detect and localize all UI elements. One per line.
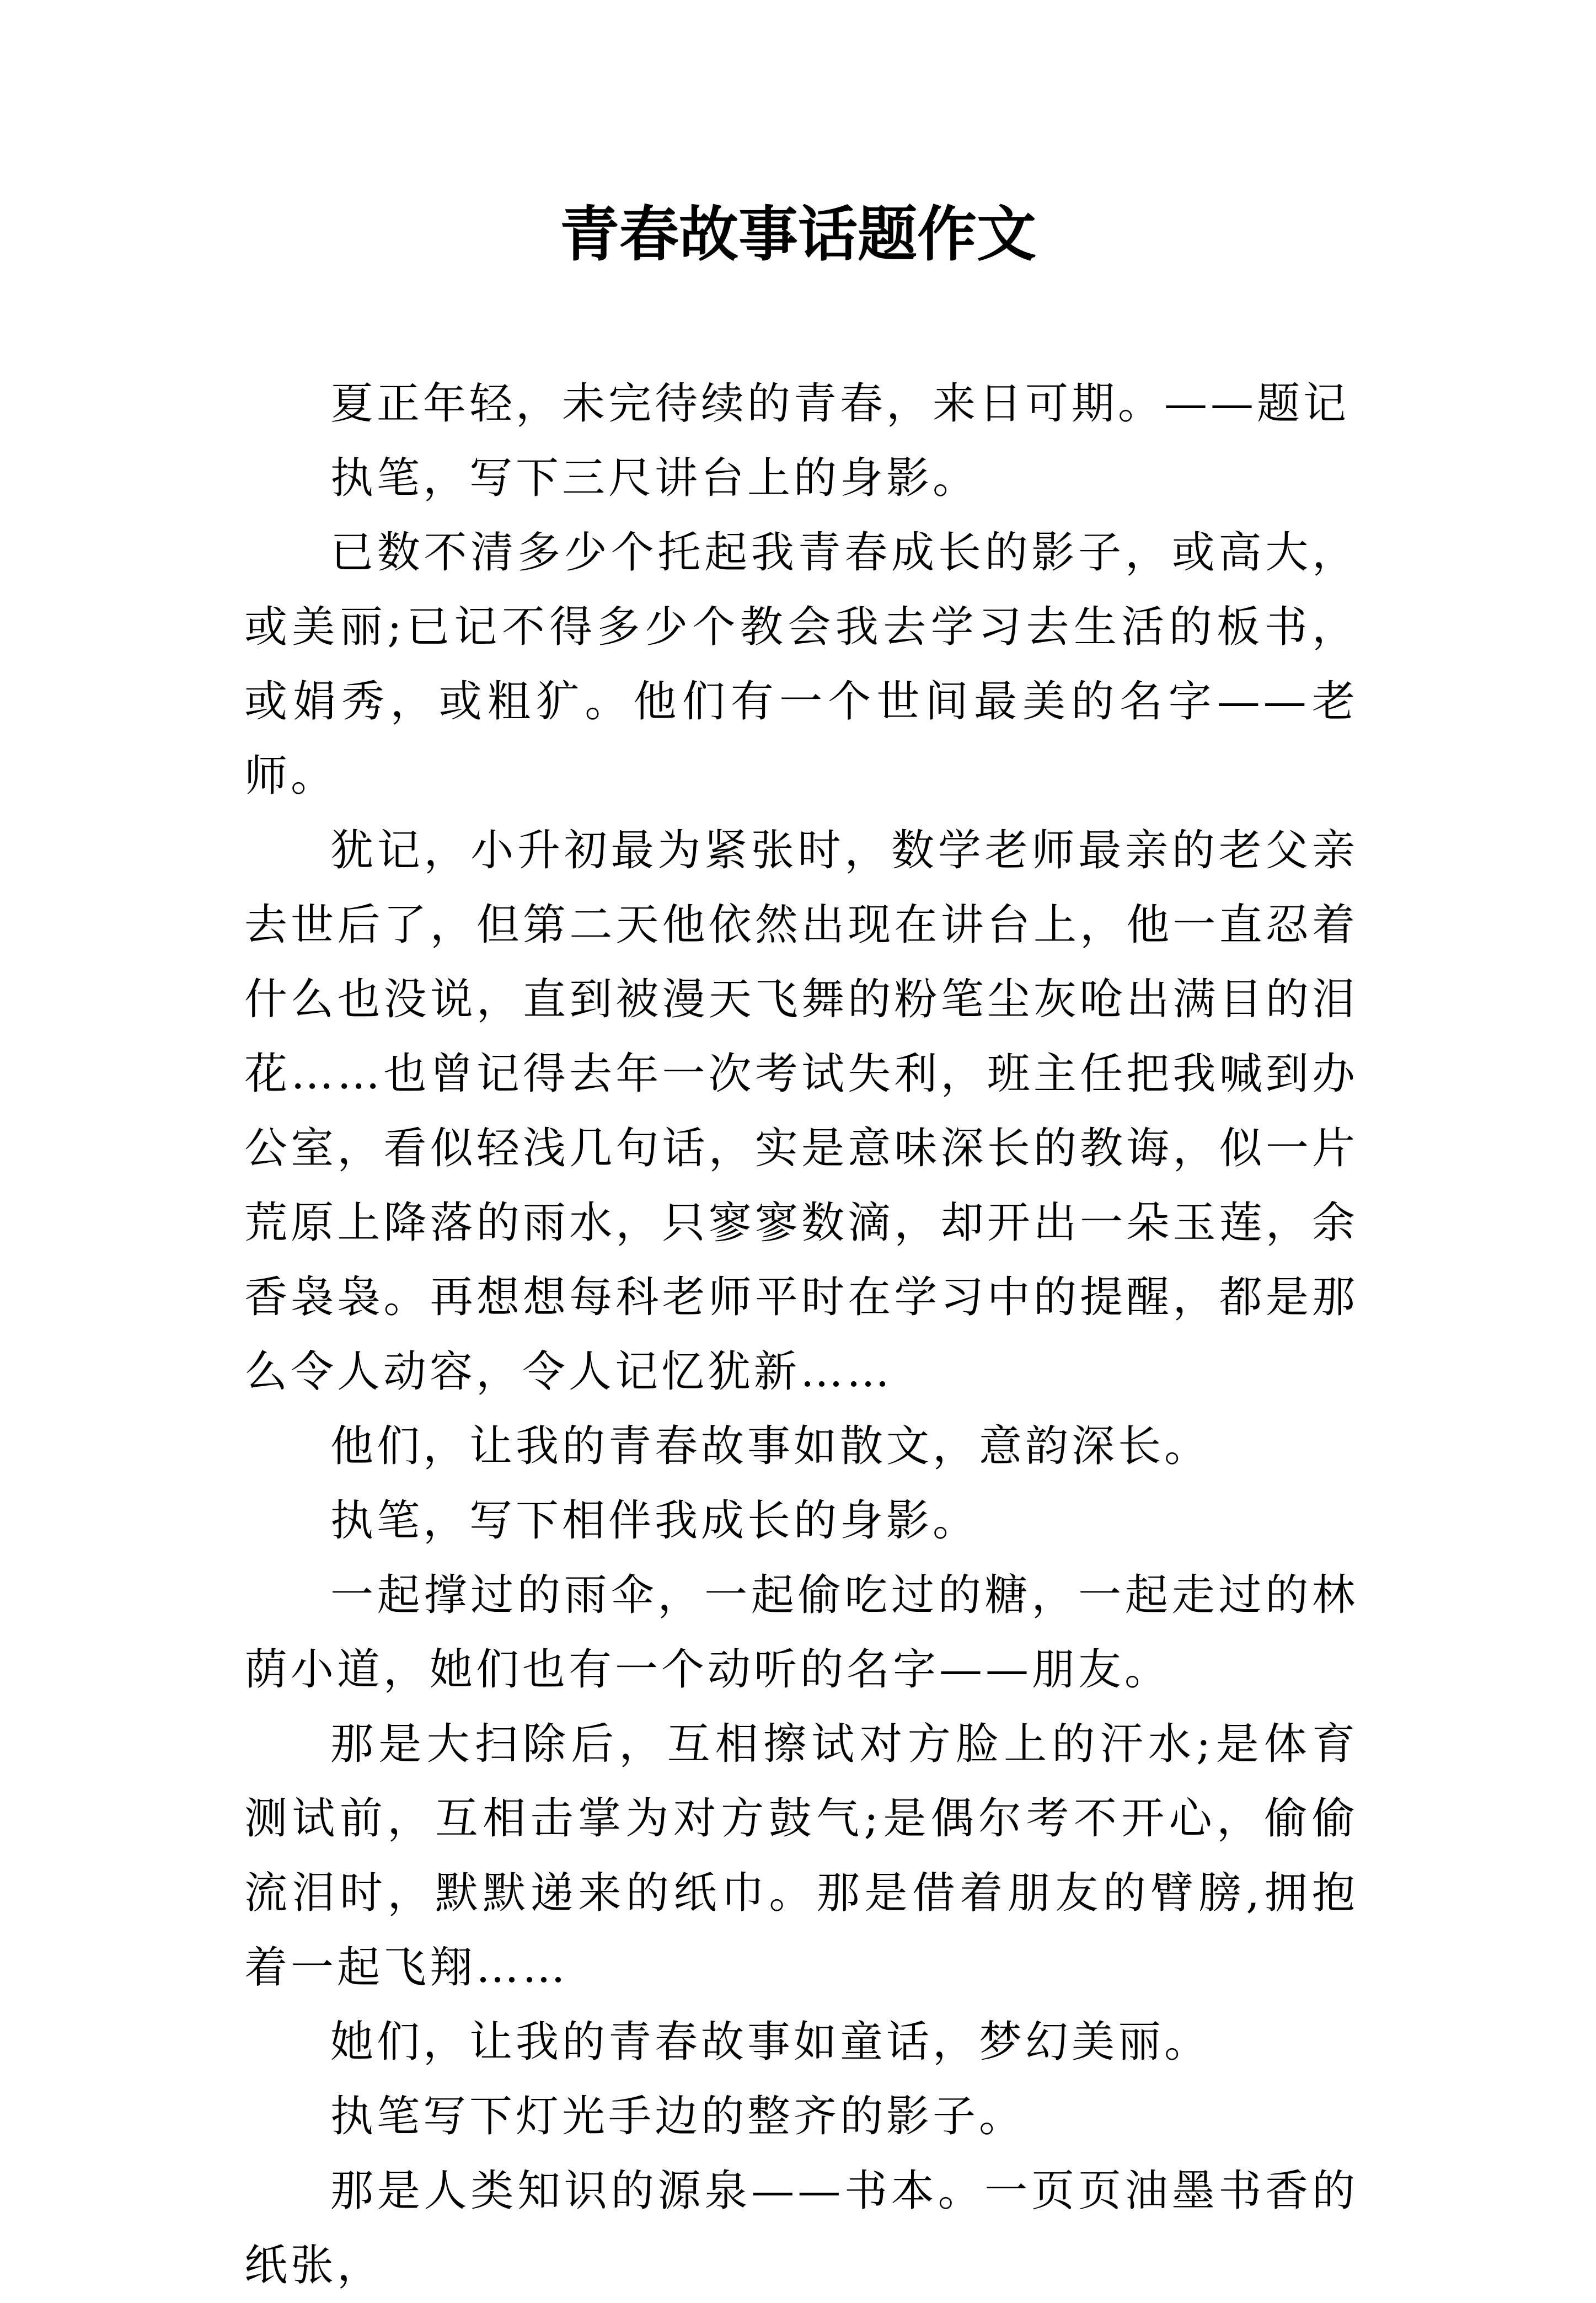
paragraph: 那是人类知识的源泉——书本。一页页油墨书香的纸张， bbox=[244, 2166, 1358, 2290]
document-body bbox=[244, 367, 1358, 2303]
paragraph-epigraph: 夏正年轻，未完待续的青春，来日可期。——题记 bbox=[330, 379, 1350, 429]
paragraph: 执笔，写下三尺讲台上的身影。 bbox=[330, 453, 979, 503]
paragraph: 已数不清多少个托起我青春成长的影子，或高大，或美丽;已记不得多少个教会我去学习去生活的板书，或娟秀，或粗犷。他们有一个世间最美的名字——老师。 bbox=[244, 528, 1358, 801]
paragraph: 执笔写下灯光手边的整齐的影子。 bbox=[330, 2092, 1026, 2141]
document-title: 青春故事话题作文 bbox=[559, 200, 1036, 269]
paragraph: 那是大扫除后，互相擦试对方脸上的汗水;是体育测试前，互相击掌为对方鼓气;是偶尔考不开心，偷偷流泪时，默默递来的纸巾。那是借着朋友的臂膀,拥抱着一起飞翔…… bbox=[244, 1719, 1358, 1992]
paragraph: 犹记，小升初最为紧张时，数学老师最亲的老父亲去世后了，但第二天他依然出现在讲台上，他一直忍着什么也没说，直到被漫天飞舞的粉笔尘灰呛出满目的泪花……也曾记得去年一次考试失利，班主任把我喊到办公室，看似轻浅几句话，实是意味深长的教诲，似一片荒原上降落的雨水，只寥寥数滴，却开出一朵玉莲，余香袅袅。再想想每科老师平时在学习中的提醒，都是那么令人动容，令人记忆犹新…… bbox=[244, 826, 1358, 1397]
paragraph: 她们，让我的青春故事如童话，梦幻美丽。 bbox=[330, 2017, 1211, 2067]
paragraph: 一起撑过的雨伞，一起偷吃过的糖，一起走过的林荫小道，她们也有一个动听的名字——朋友。 bbox=[244, 1570, 1358, 1695]
paragraph: 他们，让我的青春故事如散文，意韵深长。 bbox=[330, 1422, 1211, 1471]
paragraph: 执笔，写下相伴我成长的身影。 bbox=[330, 1496, 979, 1546]
